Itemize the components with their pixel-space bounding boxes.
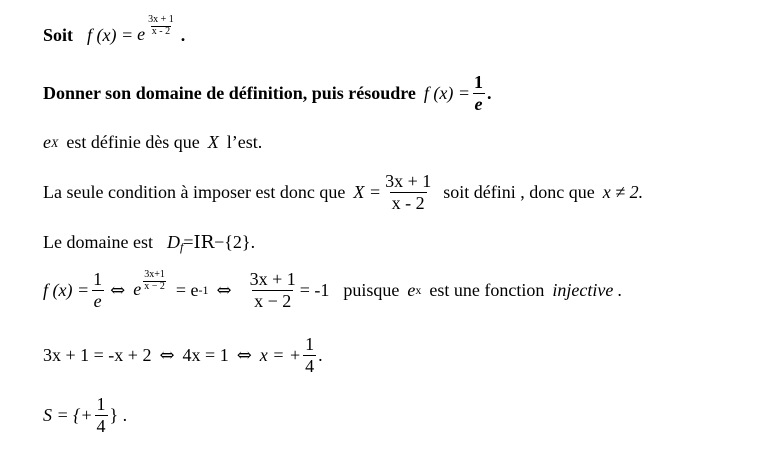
exponent-denominator-2: x − 2 — [144, 280, 165, 292]
exponent-numerator: 3x + 1 — [148, 14, 174, 25]
exponential-expression-2 — [133, 269, 168, 301]
numerator-1: 1 — [93, 269, 103, 289]
function-fx-3: f (x) = — [43, 279, 90, 300]
line1-dot: . — [180, 24, 186, 45]
solution-set-close: } . — [109, 404, 128, 425]
exponent-numerator-2: 3x+1 — [144, 269, 165, 281]
equation-3: x = + — [259, 344, 302, 365]
line7-dot: . — [318, 344, 323, 365]
exponent-denominator: x - 2 — [151, 25, 171, 37]
soit-label: Soit — [43, 24, 74, 45]
function-fx: f (x) = — [87, 24, 134, 45]
equals-e: = e — [175, 279, 199, 300]
defined-so-text: soit défini , donc que — [443, 181, 595, 202]
one-over-e-fraction — [472, 73, 485, 114]
fraction-denominator: e — [474, 93, 483, 114]
line-solution-set — [43, 395, 127, 436]
function-text: est une fonction — [429, 279, 545, 300]
solution-denominator: 4 — [96, 415, 106, 436]
e-symbol: e — [43, 132, 51, 152]
solution-set-open: S = {+ — [43, 404, 93, 425]
condition-fraction — [383, 172, 433, 213]
x-not-2: x ≠ 2. — [602, 181, 644, 202]
e-x-base: e — [407, 279, 416, 300]
exponential-expression — [137, 14, 177, 46]
denominator-e: e — [93, 290, 102, 311]
exp-base-2: e — [133, 279, 142, 300]
exponent-fraction — [147, 15, 175, 37]
equation-1: 3x + 1 = -x + 2 — [43, 344, 152, 365]
resolution-numerator: 3x + 1 — [249, 269, 296, 289]
condition-numerator: 3x + 1 — [385, 171, 432, 191]
real-numbers-symbol: IR — [193, 232, 215, 253]
exp-base: e — [137, 24, 146, 44]
condition-denominator: x - 2 — [391, 192, 425, 213]
line-solve — [43, 335, 323, 376]
domain-text: Le domaine est — [43, 232, 153, 252]
equation-2: 4x = 1 — [182, 344, 229, 365]
equivalence-symbol-3: ⇔ — [159, 344, 175, 366]
solution-numerator: 1 — [96, 394, 106, 414]
line-domain — [43, 232, 255, 253]
X-variable: X — [207, 132, 219, 152]
line2-dot: . — [487, 82, 492, 103]
equivalence-symbol-2: ⇔ — [216, 279, 232, 301]
X-equals: X = — [353, 181, 382, 202]
defined-text: est définie dès que — [66, 132, 200, 152]
quarter-denominator: 4 — [305, 355, 315, 376]
domain-equals: = — [183, 232, 194, 252]
line-question — [43, 73, 492, 114]
puisque-text: puisque — [343, 279, 400, 300]
equivalence-symbol-1: ⇔ — [110, 279, 126, 301]
condition-text: La seule condition à imposer est donc que — [43, 181, 346, 202]
equivalence-symbol-4: ⇔ — [236, 344, 252, 366]
resolution-denominator: x − 2 — [254, 290, 292, 311]
line-resolution: f (x) = $\frac{1}{e}$ ⇔ e $\frac{3x+1}{x - 2}$ = e -1 ⇔ $\frac{3x + 1}{x - 2}$ = -1 puisque e x est une fonction injective . — [43, 269, 622, 311]
equals-minus-one: = -1 — [299, 279, 330, 300]
solution-fraction — [95, 395, 108, 436]
domain-symbol: D — [166, 232, 180, 252]
exponent-fraction-2 — [143, 270, 166, 292]
function-fx-2: f (x) = — [423, 82, 471, 103]
injective-text: injective — [552, 279, 614, 300]
domain-rest: −{2}. — [214, 232, 256, 252]
lest-text: l’est. — [226, 132, 263, 152]
question-text: Donner son domaine de définition, puis résoudre — [43, 82, 416, 103]
line-defined: e X est définie dès que X l’est. — [43, 132, 263, 152]
line-condition — [43, 172, 643, 213]
quarter-numerator: 1 — [305, 334, 315, 354]
domain-subscript: f — [179, 240, 184, 254]
one-over-e-fraction-2 — [91, 270, 104, 311]
line6-dot: . — [617, 279, 622, 300]
resolution-fraction — [248, 270, 298, 311]
quarter-fraction — [303, 335, 316, 376]
fraction-numerator: 1 — [474, 72, 484, 92]
line-definition — [43, 14, 186, 46]
